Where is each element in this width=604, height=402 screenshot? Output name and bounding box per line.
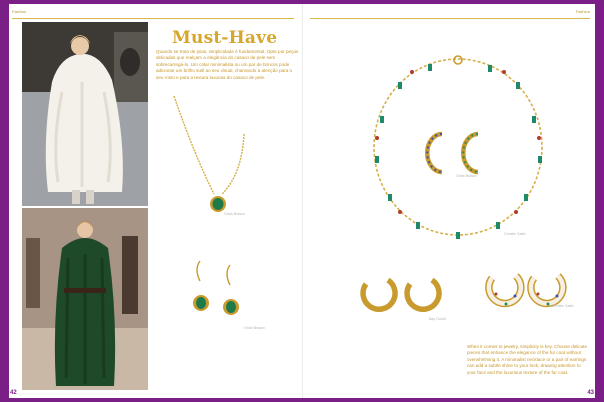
right-header-rule (310, 10, 590, 19)
fashion-photo-white-fur-coat (22, 22, 148, 206)
right-page-edge (595, 4, 598, 398)
page-number-right: 43 (587, 390, 594, 396)
white-fur-coat-illustration (22, 22, 148, 206)
intro-paragraph: Quando se trata de joias, simplicidade é fundamental. Opte por peças delicadas que realçam a elegância do casaco de pele sem sobrecarregá-lo. Um colar minimalista ou um par de brincos pode adicionar um brilho sutil ao seu visual, chamando a atenção para o seu rosto e para a textura luxuosa do casaco de pele. (156, 49, 299, 80)
drop-earrings-image (190, 259, 250, 329)
outro-paragraph: When it comes to jewelry, simplicity is key. Choose delicate pieces that enhance the elegance of the fur coat without overwhelming it. A minimalist necklace or a pair of earrings can add a subtle shine to your look, drawing attention to your face and the luxurious texture of the fur coat. (467, 344, 588, 375)
huggie-hoops-caption: Oriah Brasov (456, 174, 477, 178)
header-section-right: Fashion (575, 9, 590, 14)
beaded-necklace-caption: Christie Saint (504, 232, 526, 236)
page-number-left: 42 (10, 390, 17, 396)
green-fur-coat-illustration (22, 208, 148, 390)
gold-hoops-image (358, 276, 444, 320)
gold-hoops-caption: Bay Gould (429, 317, 446, 321)
enamel-hoops-caption: Christie Saint (552, 304, 574, 308)
article-title: Must-Have (172, 28, 278, 48)
spine (302, 4, 303, 398)
pendant-necklace-image (164, 94, 264, 224)
drop-earrings-caption: Oriah Brasov (244, 326, 265, 330)
fashion-photo-green-fur-coat (22, 208, 148, 390)
magazine-spread (6, 4, 598, 398)
pendant-necklace-caption: Oriah Brasov (224, 212, 245, 216)
header-section-left: Fashion (12, 9, 27, 14)
huggie-hoops-image (418, 128, 488, 178)
left-page-edge (6, 4, 9, 398)
left-header-rule (12, 10, 294, 19)
